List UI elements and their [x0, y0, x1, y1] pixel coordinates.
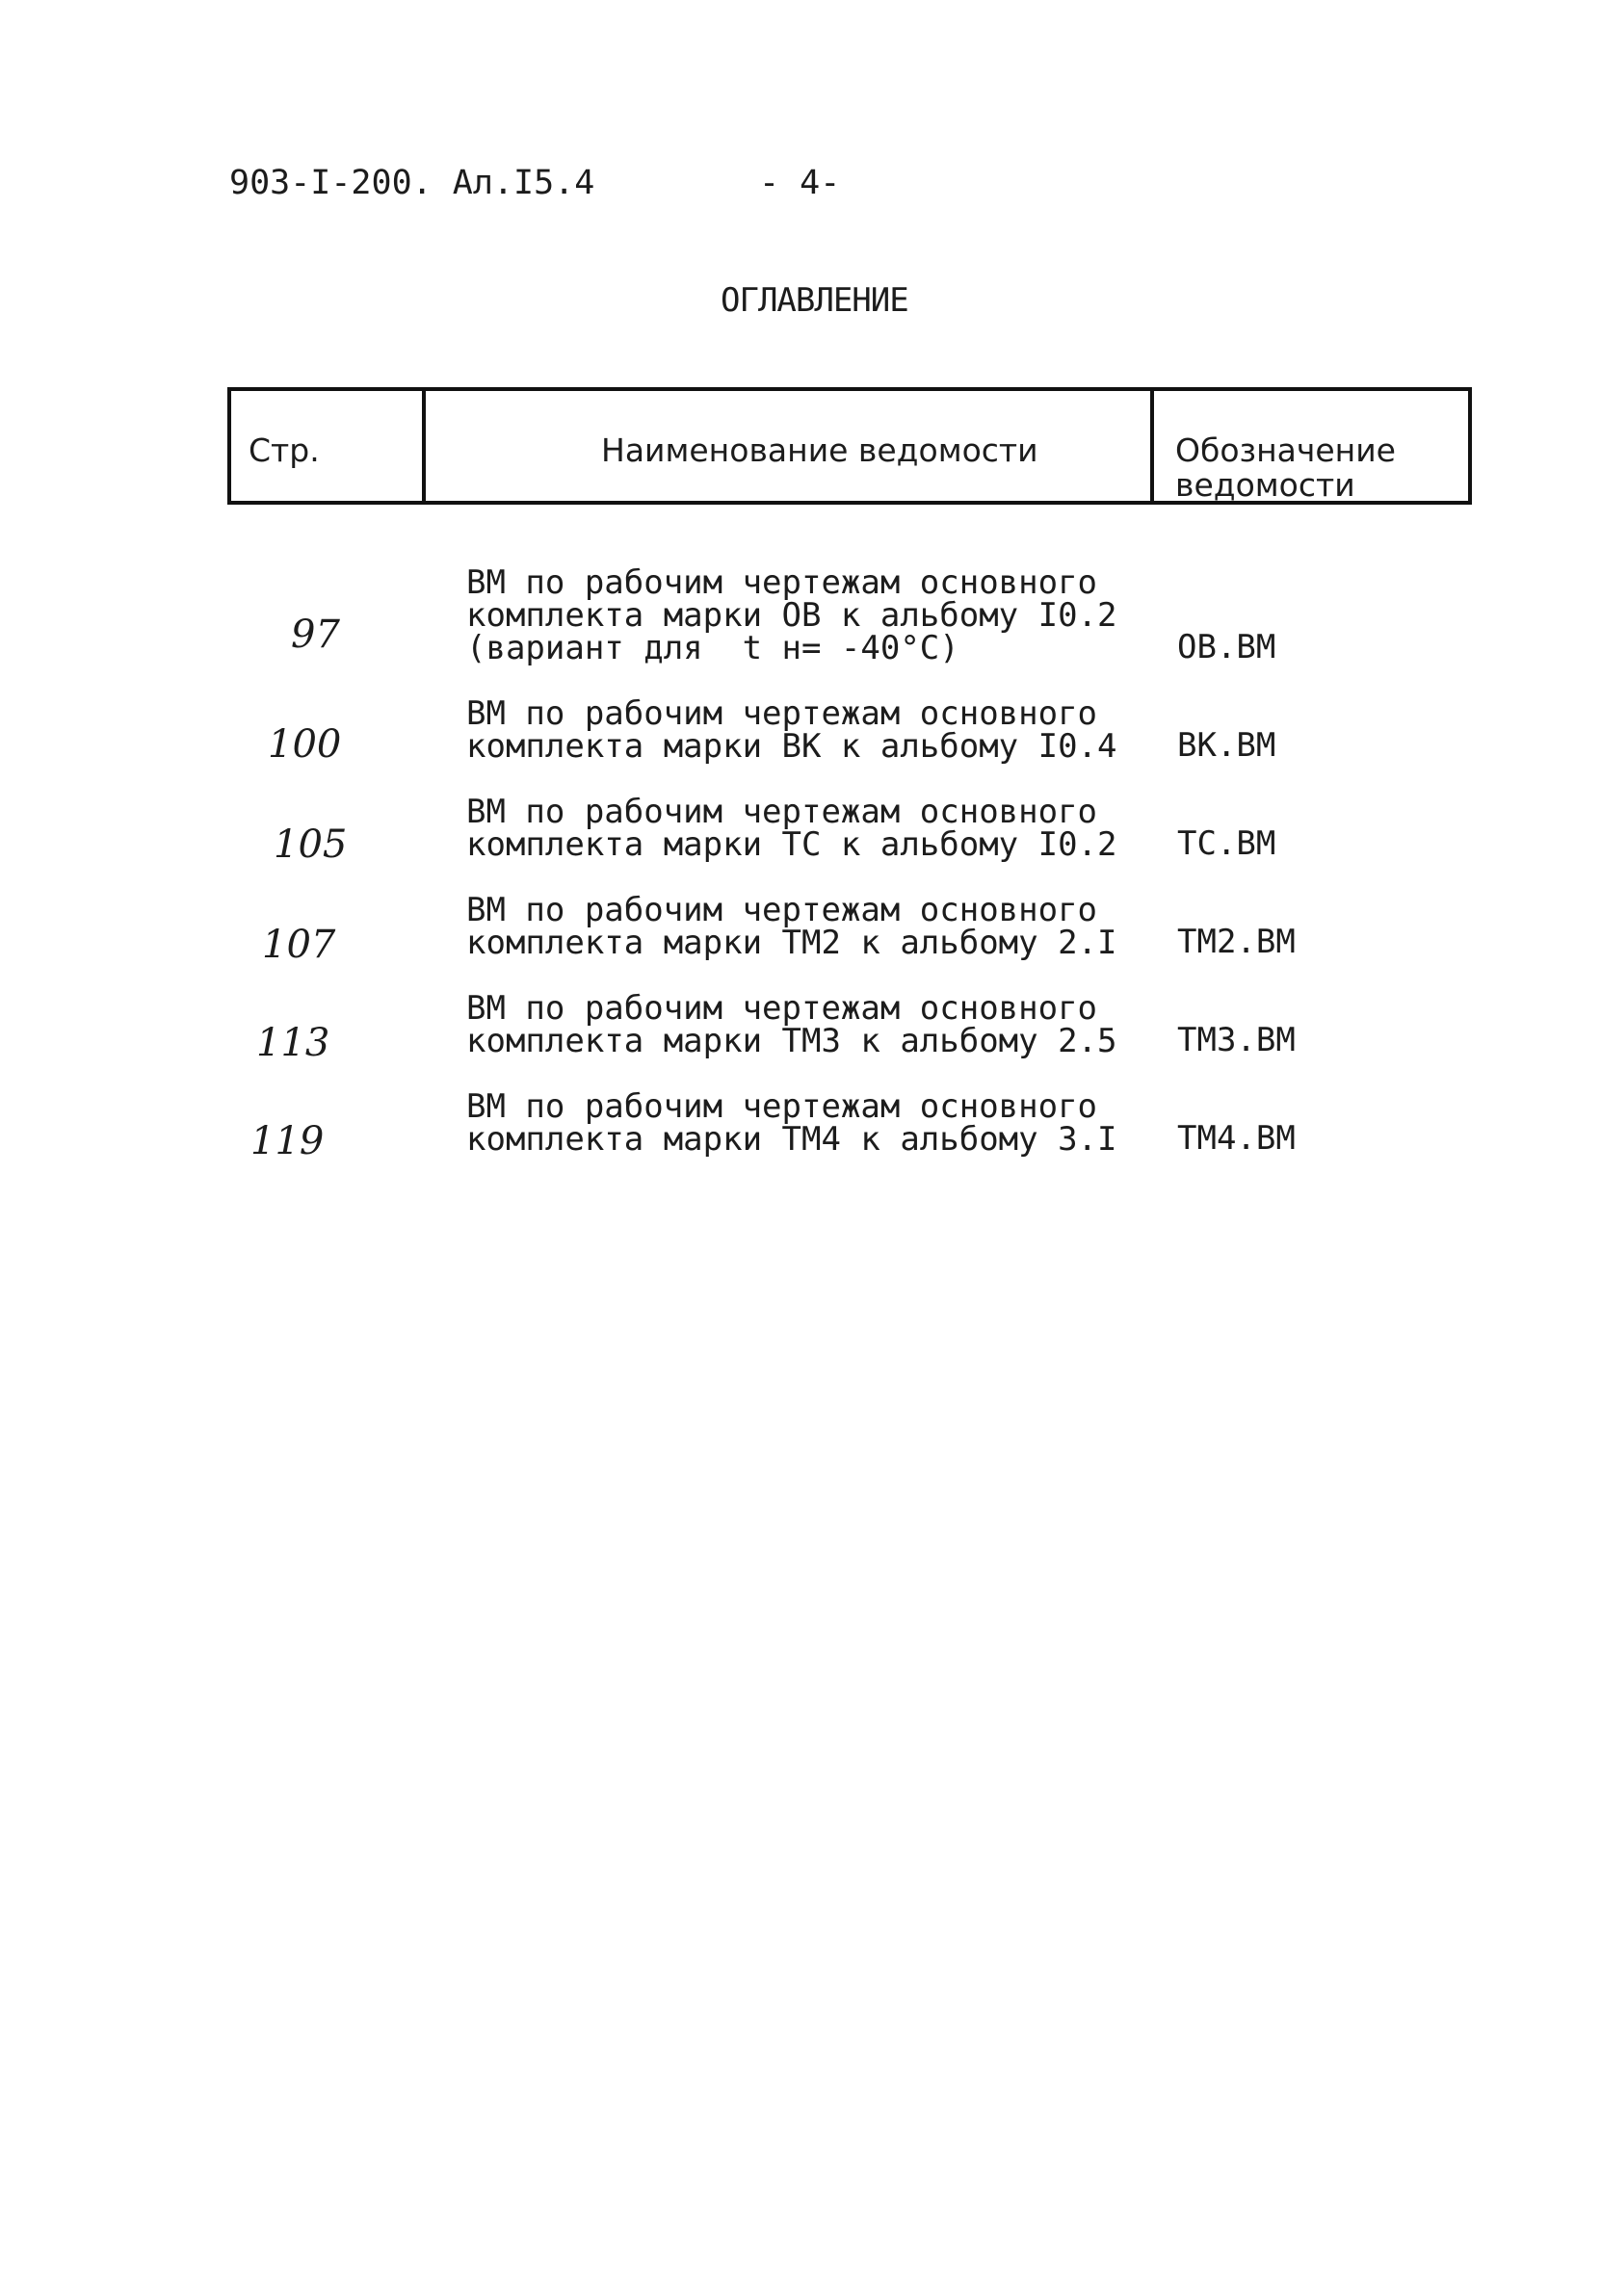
row-code: ОВ.ВМ [1177, 628, 1276, 666]
column-divider [1468, 387, 1472, 505]
row-name-line: ВМ по рабочим чертежам основного [466, 891, 1098, 929]
row-name-line: ВМ по рабочим чертежам основного [466, 694, 1098, 733]
row-code: ТС.ВМ [1177, 824, 1276, 863]
row-code: ВК.ВМ [1177, 726, 1276, 765]
row-page-number: 119 [250, 1119, 325, 1163]
document-code: 903-I-200. Ал.I5.4 [229, 164, 595, 202]
row-name-line: комплекта марки ВК к альбому I0.4 [466, 727, 1117, 766]
table-header [227, 387, 1472, 505]
row-page-number: 113 [256, 1021, 330, 1065]
row-code: ТМ4.ВМ [1177, 1119, 1296, 1158]
row-page-number: 107 [262, 923, 336, 967]
row-page-number: 105 [274, 822, 348, 867]
row-name-line: комплекта марки ОВ к альбому I0.2 [466, 596, 1117, 635]
row-name-line: комплекта марки ТМ4 к альбому 3.I [466, 1120, 1117, 1159]
row-name-line: ВМ по рабочим чертежам основного [466, 989, 1098, 1028]
column-header-code-line2: ведомости [1175, 466, 1355, 504]
column-header-page: Стр. [249, 431, 320, 469]
page-title: ОГЛАВЛЕНИЕ [721, 281, 908, 320]
column-header-code: Обозначение [1175, 431, 1396, 469]
row-code: ТМ2.ВМ [1177, 923, 1296, 961]
row-name-line: комплекта марки ТМ3 к альбому 2.5 [466, 1022, 1117, 1060]
row-name-line: ВМ по рабочим чертежам основного [466, 793, 1098, 831]
column-divider [227, 387, 231, 505]
column-header-name: Наименование ведомости [601, 431, 1038, 469]
column-divider [422, 387, 426, 505]
row-name-line: ВМ по рабочим чертежам основного [466, 1087, 1098, 1126]
row-code: ТМ3.ВМ [1177, 1021, 1296, 1059]
column-divider [1150, 387, 1154, 505]
row-name-line: комплекта марки ТС к альбому I0.2 [466, 825, 1117, 864]
row-page-number: 97 [291, 613, 340, 657]
page-number: - 4- [759, 164, 841, 202]
row-name-line: ВМ по рабочим чертежам основного [466, 563, 1098, 602]
row-page-number: 100 [268, 722, 342, 767]
row-name-line: комплекта марки ТМ2 к альбому 2.I [466, 924, 1117, 962]
row-name-line: (вариант для t н= -40°С) [466, 629, 959, 667]
table-top-border [227, 387, 1472, 391]
